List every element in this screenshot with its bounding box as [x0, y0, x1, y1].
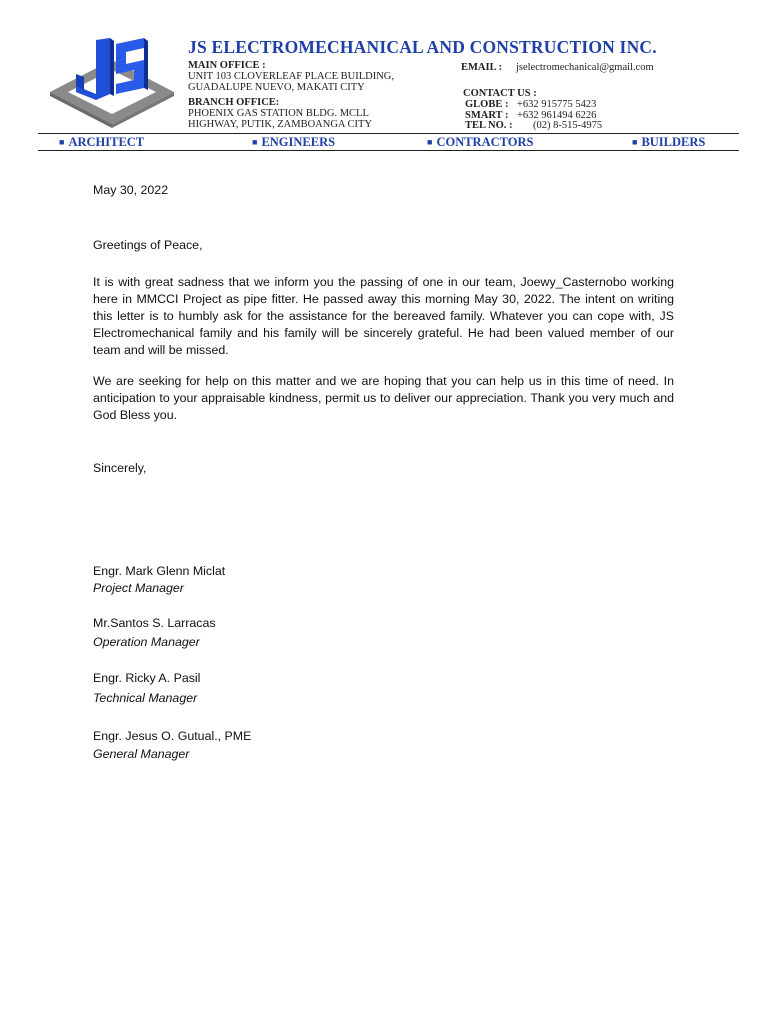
- signatory-title: Technical Manager: [93, 691, 198, 705]
- letter-paragraph-1: It is with great sadness that we inform you the passing of one in our team, Joewy_Casternobo working here in MMCCI Project as pipe fitter. He passed away this morning May 30, 2022. The intent on writing this letter is to humbly ask for the assistance for the bereaved family. Whatever you can cope with, JS Electromechanical family and his family will be sincerely grateful. He had been valued member of our team and will be missed.: [93, 275, 674, 357]
- category-label: ARCHITECT: [68, 135, 145, 149]
- main-office-address-line2: GUADALUPE NUEVO, MAKATI CITY: [188, 82, 365, 93]
- main-office-address-line1: UNIT 103 CLOVERLEAF PLACE BUILDING,: [188, 71, 395, 82]
- email-value: jselectromechanical@gmail.com: [516, 62, 654, 73]
- email-label: EMAIL :: [461, 62, 503, 73]
- bullet-icon: ■: [427, 137, 433, 147]
- bullet-icon: ■: [252, 137, 258, 147]
- globe-label: GLOBE :: [465, 99, 509, 110]
- branch-office-label: BRANCH OFFICE:: [188, 97, 280, 108]
- js-logo-icon: [46, 38, 178, 128]
- letter-closing: Sincerely,: [93, 461, 147, 475]
- globe-number: +632 915775 5423: [517, 99, 597, 110]
- signatory-title: Operation Manager: [93, 635, 200, 649]
- bullet-icon: ■: [632, 137, 638, 147]
- category-engineers: [252, 135, 335, 150]
- letter-paragraph-2: We are seeking for help on this matter and we are hoping that you can help us in this time of need. In anticipation to your appraisable kindness, permit us to deliver our appreciation. Thank you very much and God Bless you.: [93, 374, 674, 422]
- signatory-title: General Manager: [93, 747, 190, 761]
- main-office-label: MAIN OFFICE :: [188, 60, 266, 71]
- signatory-name: Engr. Jesus O. Gutual., PME: [93, 729, 252, 743]
- header-divider-top: [38, 133, 739, 134]
- category-label: CONTRACTORS: [436, 135, 534, 149]
- letter-greeting: Greetings of Peace,: [93, 238, 203, 252]
- signatory-name: Mr.Santos S. Larracas: [93, 616, 216, 630]
- branch-office-address-line1: PHOENIX GAS STATION BLDG. MCLL: [188, 108, 369, 119]
- bullet-icon: ■: [59, 137, 65, 147]
- signatory-name: Engr. Ricky A. Pasil: [93, 671, 201, 685]
- company-logo: [46, 38, 178, 128]
- category-architect: [59, 135, 144, 150]
- tel-number: (02) 8-515-4975: [533, 120, 603, 131]
- signatory-name: Engr. Mark Glenn Miclat: [93, 564, 226, 578]
- category-label: BUILDERS: [641, 135, 706, 149]
- tel-label: TEL NO. :: [465, 120, 513, 131]
- category-builders: [632, 135, 705, 150]
- smart-label: SMART :: [465, 110, 509, 121]
- header-divider-bottom: [38, 150, 739, 151]
- branch-office-address-line2: HIGHWAY, PUTIK, ZAMBOANGA CITY: [188, 119, 373, 130]
- smart-number: +632 961494 6226: [517, 110, 597, 121]
- signatory-title: Project Manager: [93, 581, 184, 595]
- letter-date: May 30, 2022: [93, 183, 169, 197]
- category-contractors: [427, 135, 533, 150]
- company-name: JS ELECTROMECHANICAL AND CONSTRUCTION INC.: [188, 37, 657, 57]
- contact-us-label: CONTACT US :: [463, 88, 537, 99]
- category-label: ENGINEERS: [261, 135, 336, 149]
